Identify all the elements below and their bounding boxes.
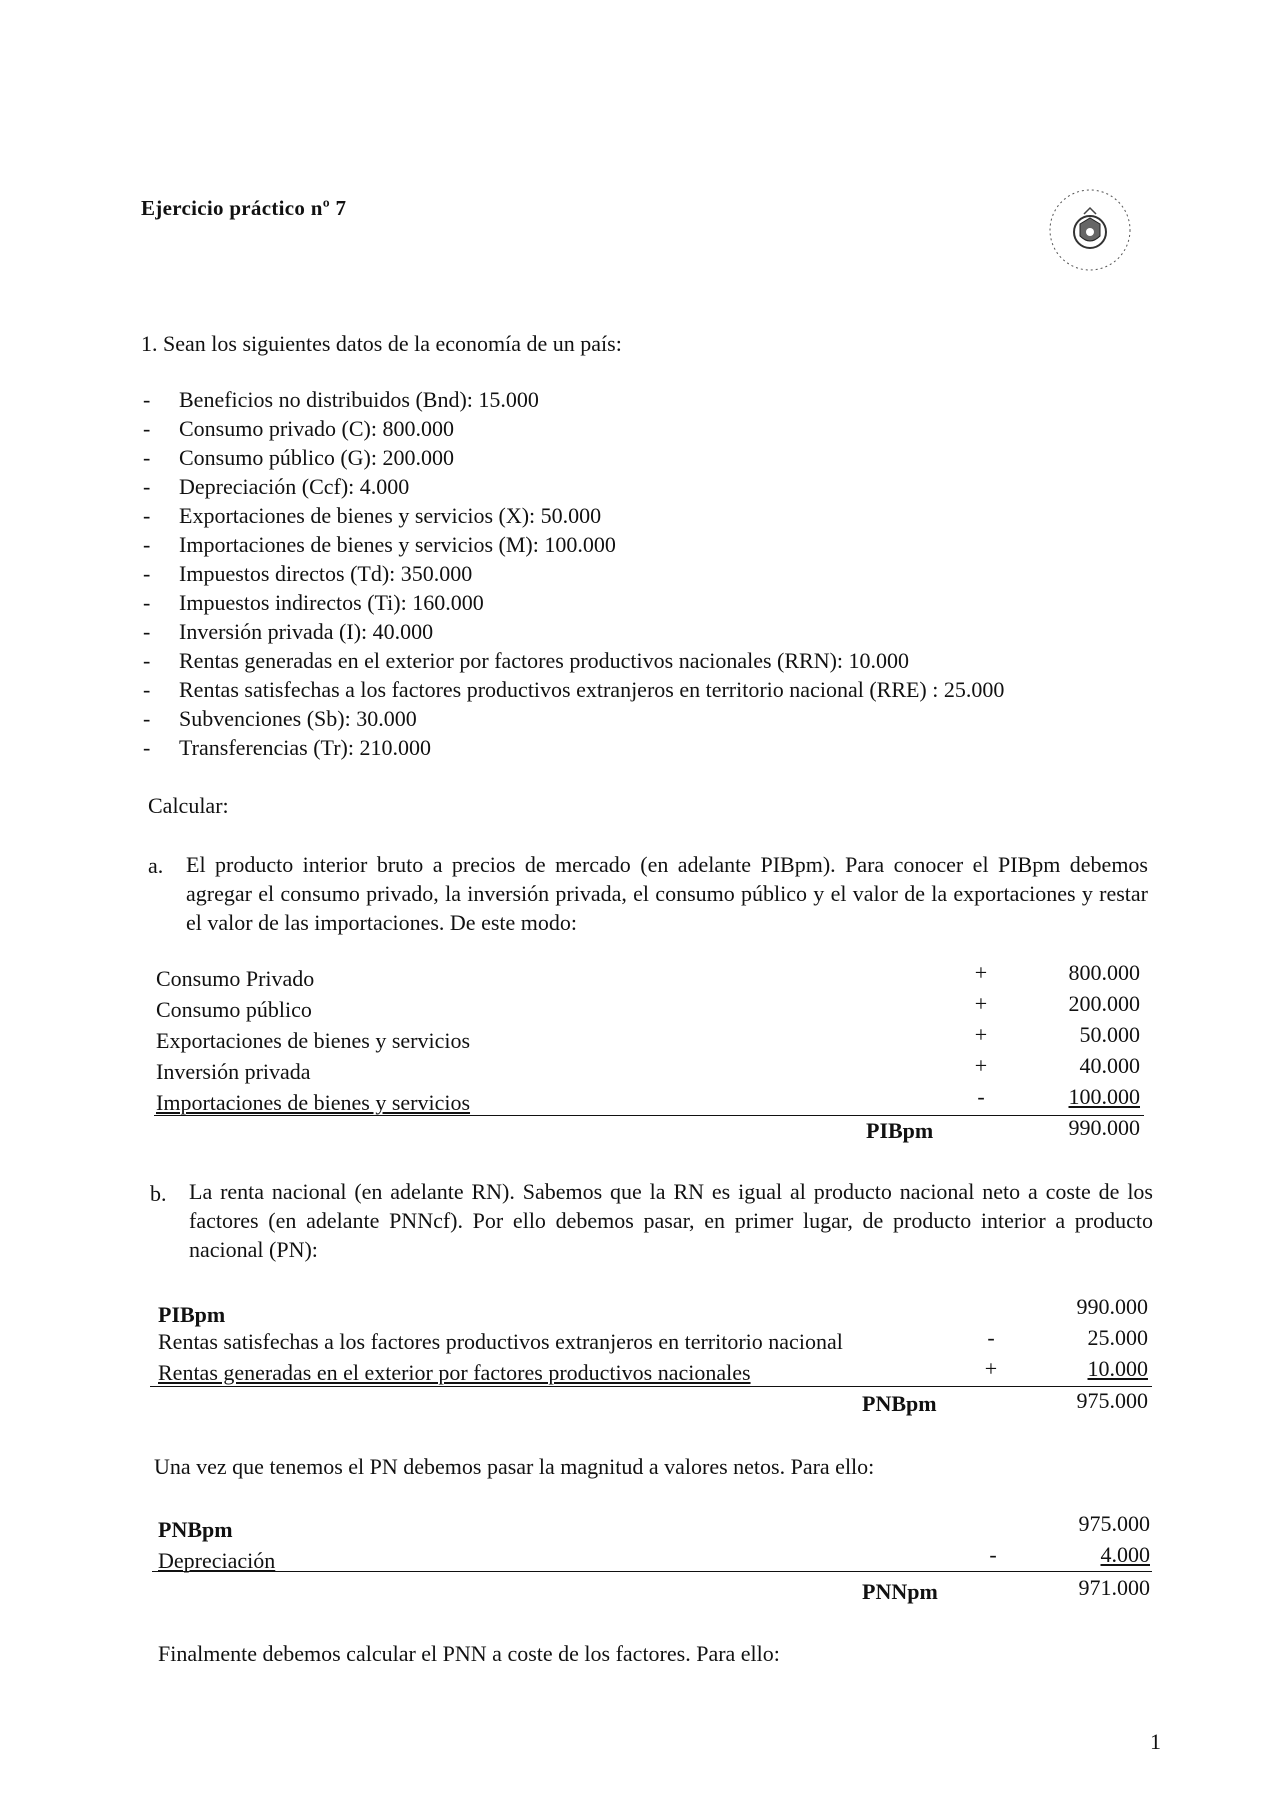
list-item: - Transferencias (Tr): 210.000 bbox=[143, 735, 431, 760]
list-item: - Rentas generadas en el exterior por factores productivos nacionales (RRN): 10.000 bbox=[143, 648, 910, 673]
table-row-sign: + bbox=[974, 1053, 988, 1078]
total-label: PIBpm bbox=[866, 1118, 934, 1143]
list-item: - Consumo privado (C): 800.000 bbox=[143, 416, 454, 441]
list-item: - Impuestos indirectos (Ti): 160.000 bbox=[143, 590, 484, 615]
list-dash: - bbox=[143, 590, 151, 615]
table-row-label: Importaciones de bienes y servicios bbox=[156, 1090, 471, 1115]
net-intro-text: Una vez que tenemos el PN debemos pasar la magnitud a valores netos. Para ello: bbox=[154, 1454, 875, 1479]
table-row-value: 10.000 bbox=[1087, 1356, 1148, 1381]
table-row-sign: + bbox=[984, 1356, 998, 1381]
list-item: - Rentas satisfechas a los factores productivos extranjeros en territorio nacional (RRE) : 25.000 bbox=[143, 677, 1005, 702]
list-dash: - bbox=[143, 474, 151, 499]
start-label: PNBpm bbox=[158, 1517, 233, 1542]
table-row-sign: + bbox=[974, 960, 988, 985]
list-dash: - bbox=[143, 416, 151, 441]
table-row-label: Consumo público bbox=[156, 997, 312, 1022]
university-seal-icon bbox=[1040, 180, 1140, 280]
list-dash: - bbox=[143, 735, 151, 760]
list-dash: - bbox=[143, 677, 151, 702]
table-row-value: 200.000 bbox=[1068, 991, 1140, 1016]
start-value: 975.000 bbox=[1078, 1511, 1150, 1536]
section-a-marker: a. bbox=[148, 853, 164, 878]
total-label: PNBpm bbox=[862, 1391, 937, 1416]
total-value: 990.000 bbox=[1068, 1115, 1140, 1140]
question-intro: 1. Sean los siguientes datos de la economía de un país: bbox=[141, 331, 622, 356]
table-row-value: 50.000 bbox=[1079, 1022, 1140, 1047]
table-row-label: Rentas generadas en el exterior por factores productivos nacionales bbox=[158, 1360, 751, 1385]
table-row-sign: - bbox=[977, 1084, 985, 1109]
table-row-label: Consumo Privado bbox=[156, 966, 315, 991]
list-dash: - bbox=[143, 387, 151, 412]
list-dash: - bbox=[143, 706, 151, 731]
data-list bbox=[143, 385, 1143, 762]
page-number: 1 bbox=[1150, 1729, 1161, 1754]
list-dash: - bbox=[143, 561, 151, 586]
list-item: - Exportaciones de bienes y servicios (X): 50.000 bbox=[143, 503, 602, 528]
list-item: - Beneficios no distribuidos (Bnd): 15.000 bbox=[143, 387, 539, 412]
final-text: Finalmente debemos calcular el PNN a coste de los factores. Para ello: bbox=[158, 1641, 780, 1666]
calcular-heading: Calcular: bbox=[148, 793, 229, 818]
table-row-value: 4.000 bbox=[1100, 1542, 1150, 1567]
list-item: - Inversión privada (I): 40.000 bbox=[143, 619, 434, 644]
list-dash: - bbox=[143, 532, 151, 557]
table-row-label: Inversión privada bbox=[156, 1059, 311, 1084]
start-label: PIBpm bbox=[158, 1302, 226, 1327]
table-divider bbox=[150, 1386, 1152, 1387]
list-item: - Consumo público (G): 200.000 bbox=[143, 445, 454, 470]
list-item: - Impuestos directos (Td): 350.000 bbox=[143, 561, 473, 586]
table-row-value: 800.000 bbox=[1068, 960, 1140, 985]
table-row-sign: + bbox=[974, 991, 988, 1016]
table-row-label: Depreciación bbox=[158, 1548, 276, 1573]
table-divider bbox=[152, 1571, 1152, 1572]
total-label: PNNpm bbox=[862, 1579, 938, 1604]
list-item: - Importaciones de bienes y servicios (M): 100.000 bbox=[143, 532, 616, 557]
table-row-value: 40.000 bbox=[1079, 1053, 1140, 1078]
table-divider bbox=[154, 1115, 1144, 1116]
list-dash: - bbox=[143, 619, 151, 644]
start-value: 990.000 bbox=[1076, 1294, 1148, 1319]
table-row-sign: - bbox=[989, 1542, 997, 1567]
table-row-label: Exportaciones de bienes y servicios bbox=[156, 1028, 471, 1053]
table-row-value: 100.000 bbox=[1068, 1084, 1140, 1109]
list-dash: - bbox=[143, 648, 151, 673]
total-value: 971.000 bbox=[1078, 1575, 1150, 1600]
table-row-label: Rentas satisfechas a los factores productivos extranjeros en territorio nacional bbox=[158, 1329, 843, 1354]
table-row-sign: - bbox=[987, 1325, 995, 1350]
section-b-text: La renta nacional (en adelante RN). Sabemos que la RN es igual al producto nacional neto a coste de los factores (en adelante PNNcf). Por ello debemos pasar, en primer lugar, de producto interior a producto nacional (PN): bbox=[189, 1179, 1153, 1262]
section-b-marker: b. bbox=[150, 1181, 167, 1206]
list-item: - Depreciación (Ccf): 4.000 bbox=[143, 474, 410, 499]
table-row-value: 25.000 bbox=[1087, 1325, 1148, 1350]
list-dash: - bbox=[143, 503, 151, 528]
total-value: 975.000 bbox=[1076, 1388, 1148, 1413]
page-title: Ejercicio práctico nº 7 bbox=[141, 196, 347, 220]
list-item: - Subvenciones (Sb): 30.000 bbox=[143, 706, 417, 731]
table-row-sign: + bbox=[974, 1022, 988, 1047]
list-dash: - bbox=[143, 445, 151, 470]
section-a-text: El producto interior bruto a precios de mercado (en adelante PIBpm). Para conocer el PIBpm debemos agregar el consumo privado, la inversión privada, el consumo público y el valor de la exportaciones y restar el valor de las importaciones. De este modo: bbox=[186, 852, 1148, 935]
